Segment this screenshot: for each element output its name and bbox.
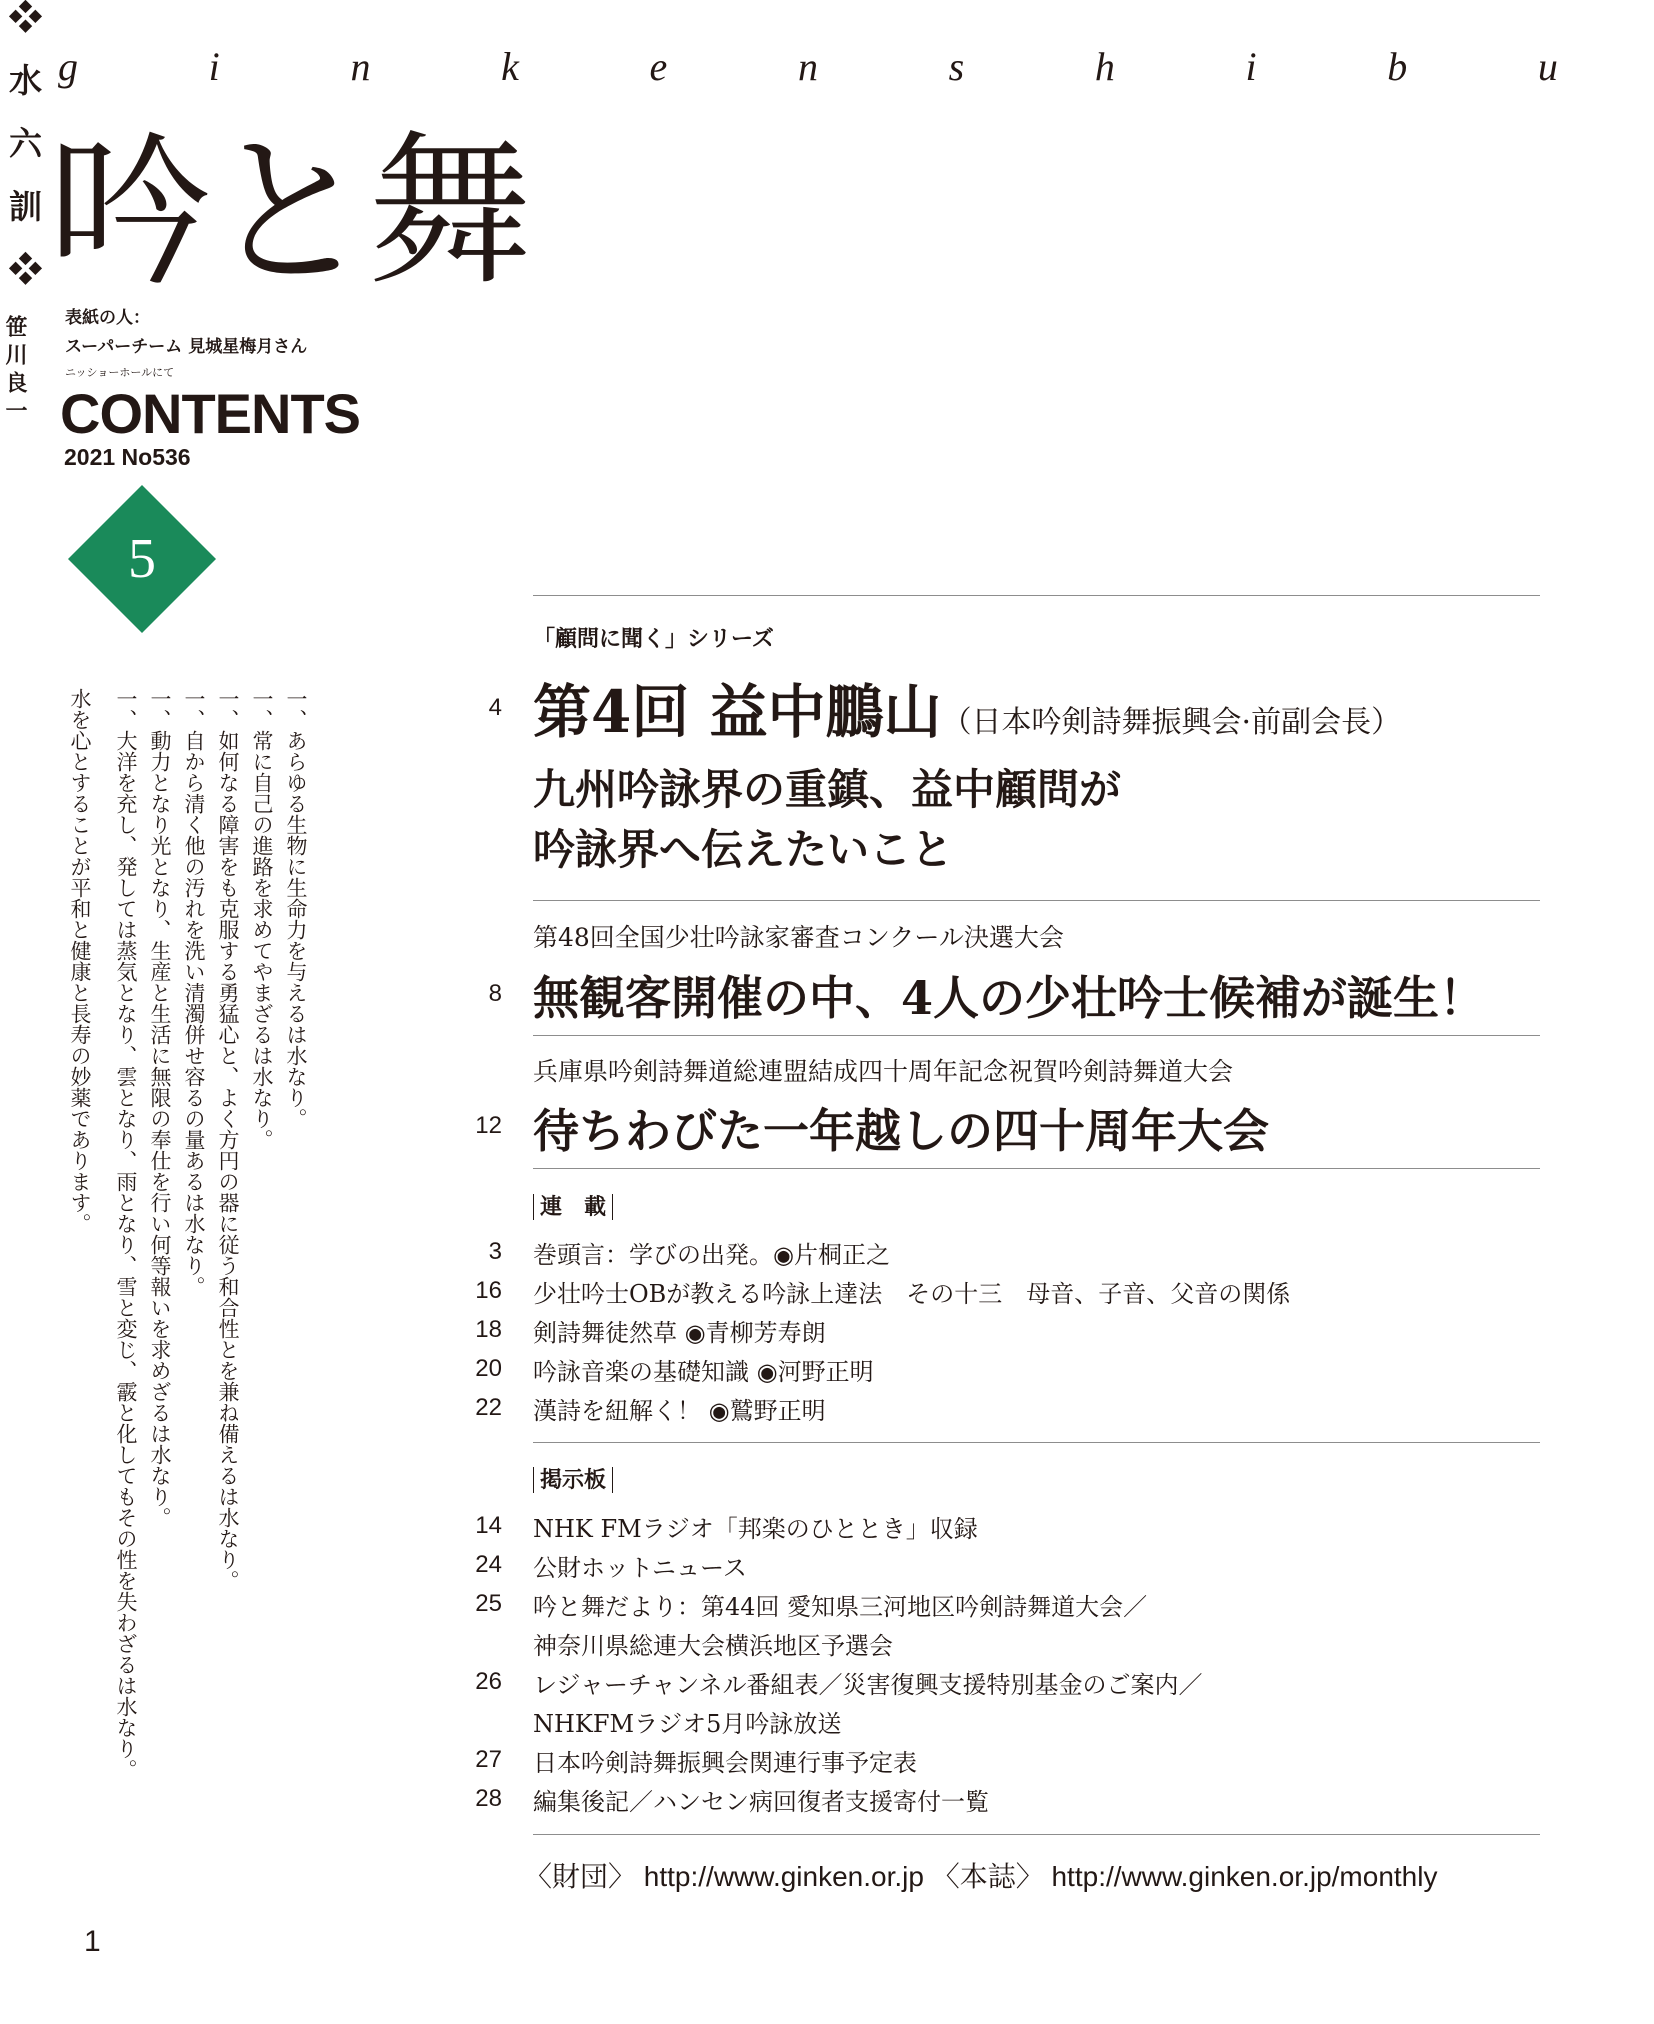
divider <box>533 900 1540 901</box>
keijiban-item-continued: NHKFMラジオ5月吟詠放送 <box>533 1710 842 1738</box>
suiroku-line: 水を心とすることが平和と健康と長寿の妙薬であります。 <box>68 688 92 1234</box>
feature-1-affiliation: （日本吟剣詩舞振興会·前副会長） <box>941 705 1402 740</box>
feature-3-headline[interactable]: 待ちわびた一年越しの四十周年大会 <box>533 1104 1269 1158</box>
page-number: 16 <box>475 1277 502 1304</box>
masthead-letter: e <box>649 44 668 89</box>
masthead-letter: i <box>1245 44 1257 89</box>
divider <box>533 1442 1540 1443</box>
cover-label: 表紙の人： <box>65 308 150 328</box>
suiroku-line: 一、常に自己の進路を求めてやまざるは水なり。 <box>250 688 274 1150</box>
page-number: 25 <box>475 1590 502 1617</box>
page-number: 4 <box>488 694 502 721</box>
issue-number: 2021 No536 <box>64 444 191 470</box>
feature-2-headline[interactable]: 無観客開催の中、4人の少壮吟士候補が誕生！ <box>533 971 1486 1025</box>
cover-place: ニッショーホールにて <box>65 366 175 379</box>
rensai-item[interactable]: 巻頭言：学びの出発。◉片桐正之 <box>533 1241 890 1269</box>
page-number: 27 <box>475 1746 502 1773</box>
feature-1-headline-row <box>533 665 1401 749</box>
keijiban-item[interactable]: 編集後記／ハンセン病回復者支援寄付一覧 <box>533 1788 989 1816</box>
rensai-label <box>533 1190 613 1221</box>
suiroku-line: 一、如何なる障害をも克服する勇猛心と、よく方円の器に従う和合性とを兼ね備えるは水なり。 <box>216 688 240 1591</box>
contents-heading: CONTENTS <box>60 382 360 445</box>
divider <box>533 1035 1540 1036</box>
suiroku-author: 笹川良一 <box>2 315 28 427</box>
keijiban-label <box>533 1463 613 1494</box>
page-number: 14 <box>475 1512 502 1539</box>
month-badge <box>68 485 216 633</box>
suiroku-line: 一、自から清く他の汚れを洗い清濁併せ容るの量あるは水なり。 <box>182 688 206 1297</box>
suiroku-line: 一、あらゆる生物に生命力を与えるは水なり。 <box>284 688 308 1129</box>
website-urls[interactable]: 〈財団〉 http://www.ginken.or.jp 〈本誌〉 http://www.ginken.or.jp/monthly <box>524 1861 1438 1892</box>
feature-2-kicker: 第48回全国少壮吟詠家審査コンクール決選大会 <box>533 923 1064 952</box>
masthead-letter: k <box>501 44 519 89</box>
masthead-letter: i <box>208 44 220 89</box>
page-number: 18 <box>475 1316 502 1343</box>
masthead <box>58 42 1558 92</box>
keijiban-item[interactable]: 吟と舞だより：第44回 愛知県三河地区吟剣詩舞道大会／ <box>533 1593 1148 1621</box>
masthead-letter: s <box>948 44 965 89</box>
masthead-letter: b <box>1387 44 1408 89</box>
page-number: 24 <box>475 1551 502 1578</box>
page-number: 20 <box>475 1355 502 1382</box>
masthead-letter: u <box>1537 44 1558 89</box>
page-number: 22 <box>475 1394 502 1421</box>
masthead-letter: n <box>797 44 818 89</box>
keijiban-item[interactable]: 公財ホットニュース <box>533 1554 747 1582</box>
keijiban-item[interactable]: NHK FMラジオ「邦楽のひととき」収録 <box>533 1515 978 1543</box>
rensai-label-text: 連 載 <box>533 1194 613 1220</box>
keijiban-item-continued: 神奈川県総連大会横浜地区予選会 <box>533 1632 893 1660</box>
feature-1-headline[interactable]: 第4回 益中鵬山 <box>533 678 942 746</box>
page-number: 26 <box>475 1668 502 1695</box>
suiroku-line: 一、動力となり光となり、生産と生活に無限の奉仕を行い何等報いを求めざるは水なり。 <box>148 688 172 1528</box>
keijiban-item[interactable]: 日本吟剣詩舞振興会関連行事予定表 <box>533 1749 917 1777</box>
divider <box>533 1168 1540 1169</box>
month-number: 5 <box>128 528 156 590</box>
page-number: 3 <box>488 1238 502 1265</box>
rensai-item[interactable]: 吟詠音楽の基礎知識 ◉河野正明 <box>533 1358 874 1386</box>
rensai-item[interactable]: 少壮吟士OBが教える吟詠上達法 その十三 母音、子音、父音の関係 <box>533 1280 1291 1308</box>
series-label: 「顧問に聞く」シリーズ <box>533 627 774 652</box>
feature-3-kicker: 兵庫県吟剣詩舞道総連盟結成四十周年記念祝賀吟剣詩舞道大会 <box>533 1057 1234 1086</box>
suiroku-title: ❖水六訓❖ <box>4 0 43 315</box>
masthead-letter: n <box>350 44 371 89</box>
magazine-title: 吟と舞 <box>48 117 529 308</box>
feature-1-sub2: 吟詠界へ伝えたいこと <box>533 825 954 874</box>
divider <box>533 595 1540 596</box>
masthead-letter: h <box>1094 44 1115 89</box>
suiroku-line: 一、大洋を充し、発しては蒸気となり、雲となり、雨となり、雪と変じ、霰と化してもその性を失わざるは水なり。 <box>114 688 138 1780</box>
feature-1-sub1: 九州吟詠界の重鎮、益中顧問が <box>533 765 1122 814</box>
page-folio: 1 <box>84 1925 101 1958</box>
divider <box>533 1834 1540 1835</box>
keijiban-item[interactable]: レジャーチャンネル番組表／災害復興支援特別基金のご案内／ <box>533 1671 1203 1699</box>
page-number: 28 <box>475 1785 502 1812</box>
page-number: 12 <box>475 1112 502 1139</box>
rensai-item[interactable]: 剣詩舞徒然草 ◉青柳芳寿朗 <box>533 1319 826 1347</box>
keijiban-label-text: 掲示板 <box>533 1467 613 1493</box>
cover-person: スーパーチーム 見城星梅月さん <box>65 337 308 357</box>
page-number: 8 <box>488 980 502 1007</box>
rensai-item[interactable]: 漢詩を紐解く！ ◉鷲野正明 <box>533 1397 826 1425</box>
masthead-letter: g <box>58 44 78 89</box>
